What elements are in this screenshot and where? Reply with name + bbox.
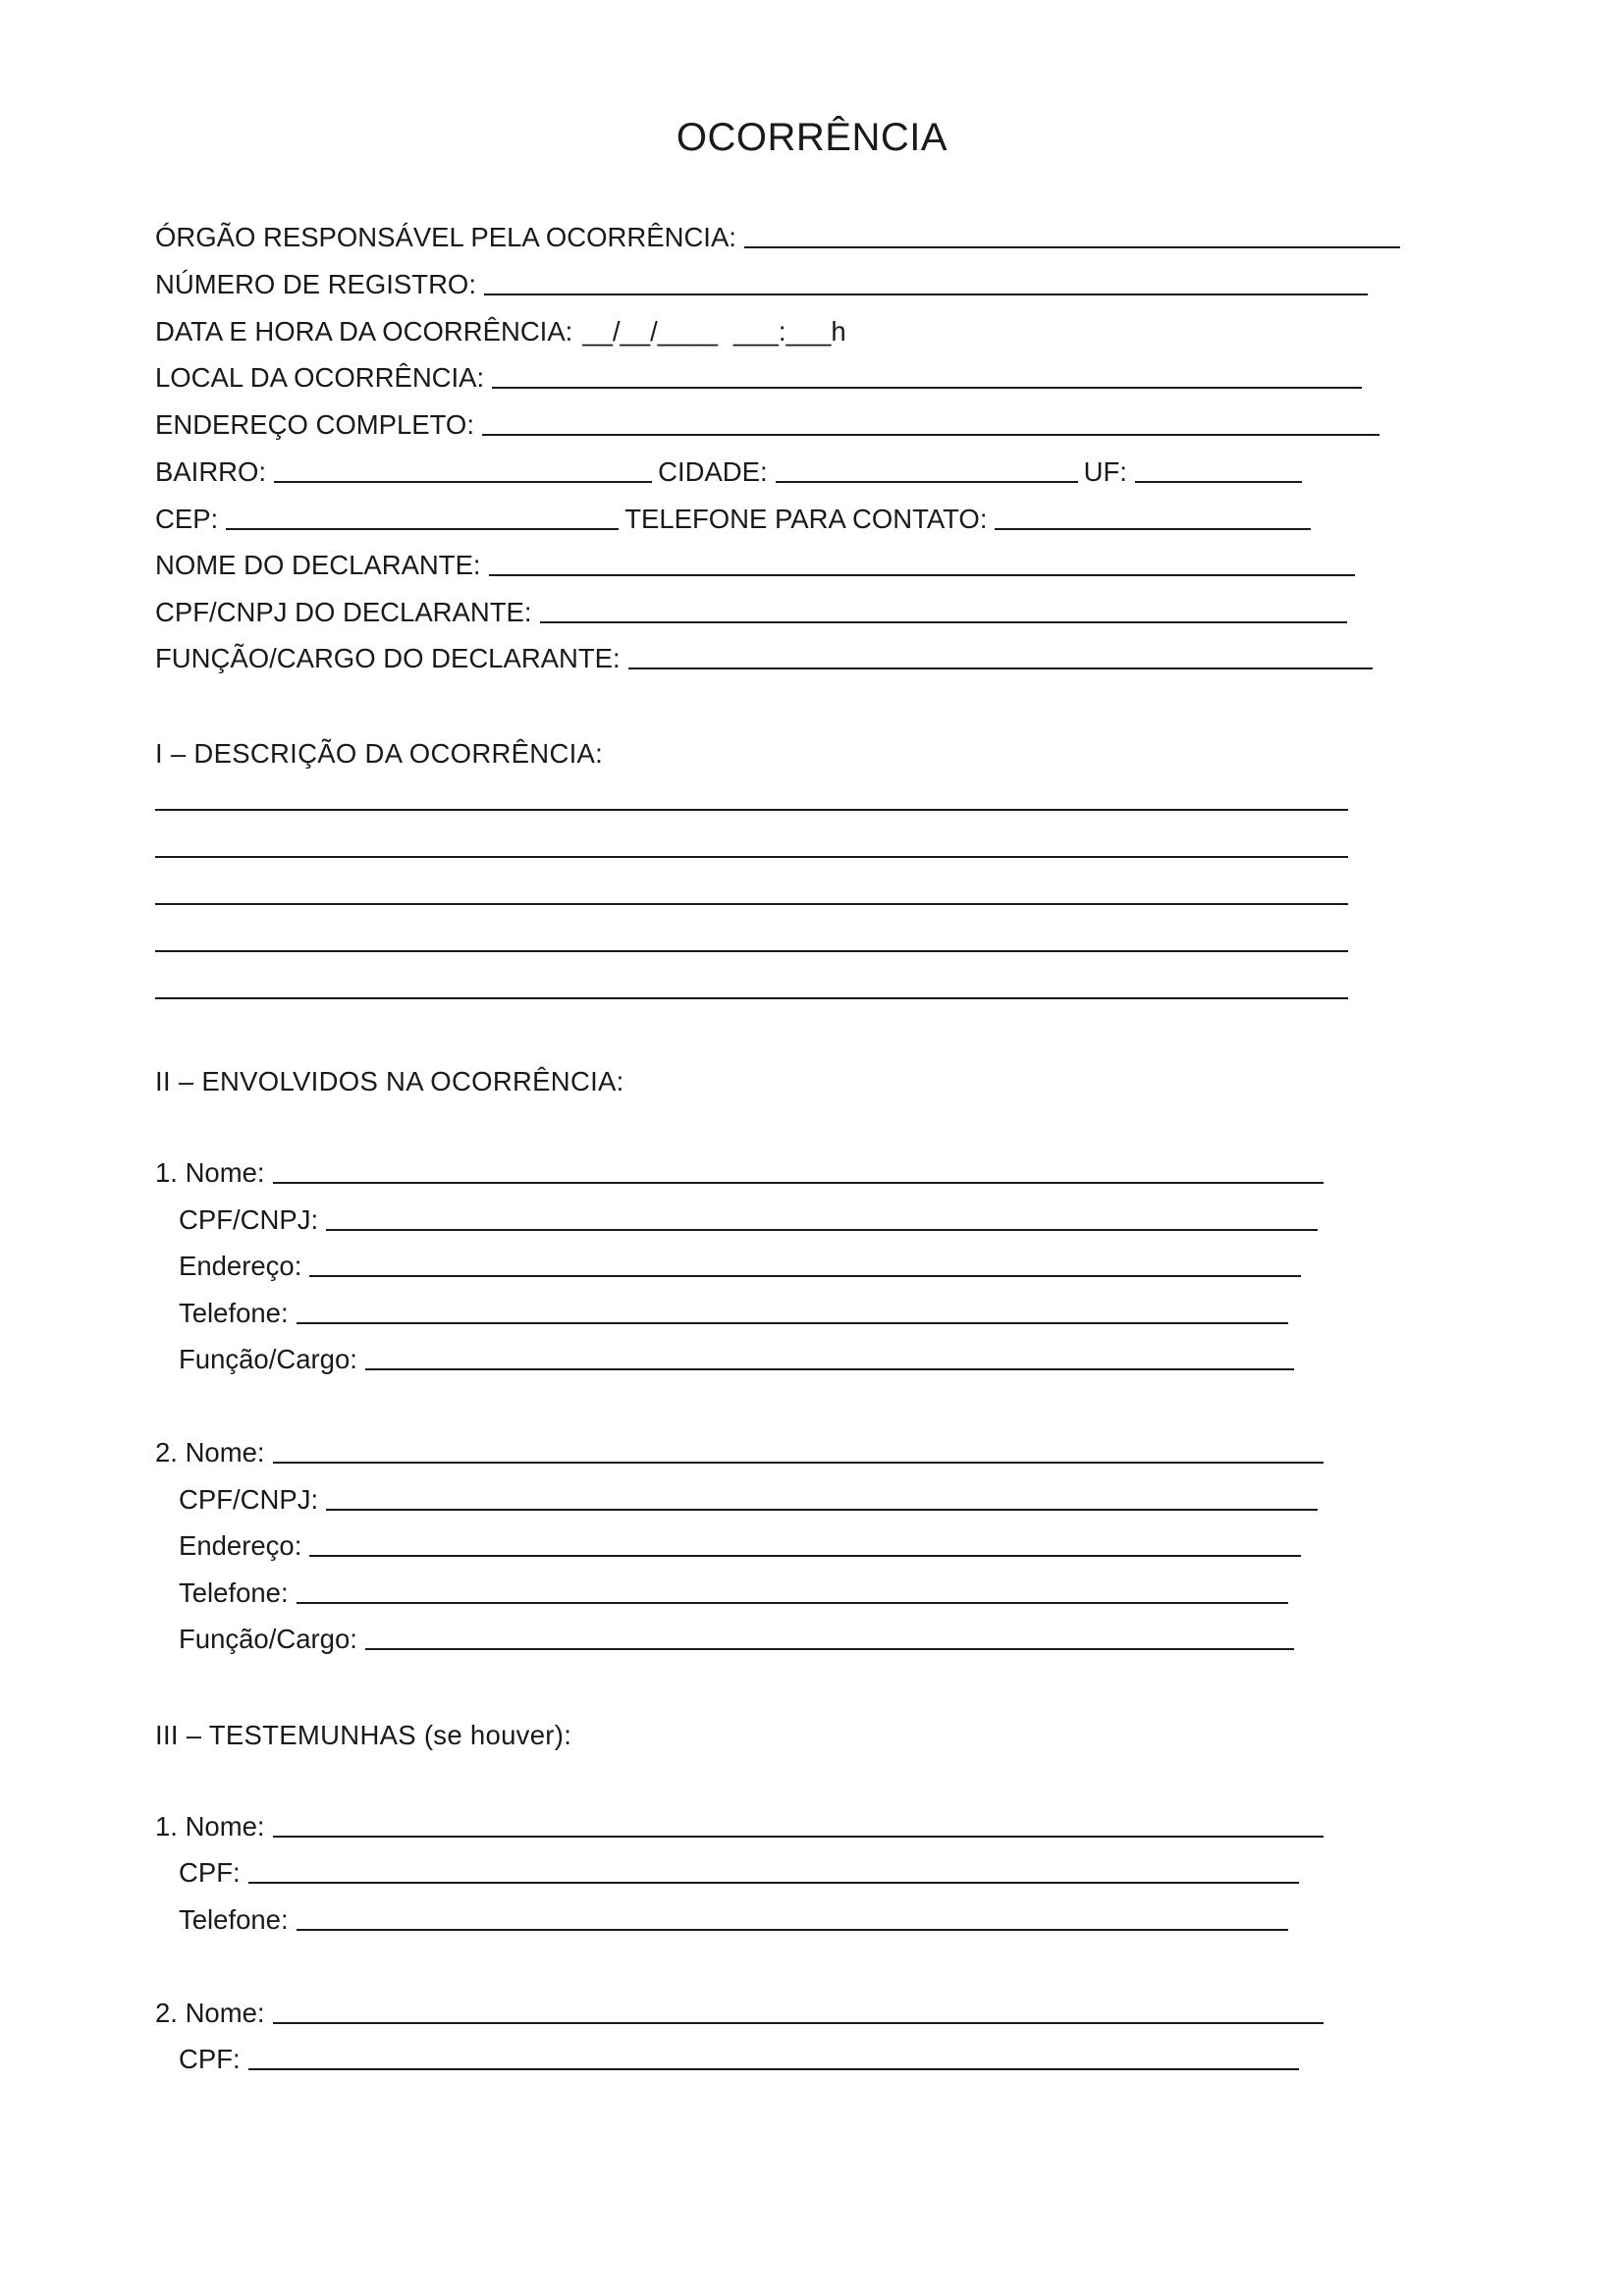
field-label: Telefone: xyxy=(179,1904,289,1935)
blank-field[interactable] xyxy=(326,1505,1318,1511)
field-label: Função/Cargo: xyxy=(179,1624,357,1654)
field-label: Telefone: xyxy=(179,1577,289,1608)
blank-field[interactable] xyxy=(365,1364,1294,1370)
blank-numero[interactable] xyxy=(484,290,1368,295)
involved-1-funcao xyxy=(179,1346,1300,1373)
field-label: ÓRGÃO RESPONSÁVEL PELA OCORRÊNCIA: xyxy=(155,222,736,252)
involved-1-telefone xyxy=(179,1300,1294,1327)
field-label: Endereço: xyxy=(179,1251,302,1281)
field-label: 2. Nome: xyxy=(155,1437,265,1468)
blank-cpf-declarante[interactable] xyxy=(540,617,1347,623)
involved-1-endereco xyxy=(179,1253,1307,1280)
field-bairro-cidade-uf xyxy=(155,458,1308,486)
field-label: CPF: xyxy=(179,1857,241,1888)
field-label: CPF/CNPJ DO DECLARANTE: xyxy=(155,597,532,627)
field-label: CIDADE: xyxy=(658,456,768,487)
field-data-hora xyxy=(155,318,846,346)
field-label: FUNÇÃO/CARGO DO DECLARANTE: xyxy=(155,643,621,673)
field-label: CEP: xyxy=(155,504,219,534)
blank-field[interactable] xyxy=(365,1644,1294,1650)
blank-field[interactable] xyxy=(326,1225,1318,1231)
field-funcao-declarante xyxy=(155,645,1379,672)
witness-1-nome xyxy=(155,1813,1329,1841)
description-line[interactable] xyxy=(155,997,1348,999)
involved-2-funcao xyxy=(179,1626,1300,1653)
blank-field[interactable] xyxy=(273,1832,1324,1838)
field-label: 2. Nome: xyxy=(155,1998,265,2028)
involved-1-nome xyxy=(155,1159,1329,1187)
involved-2-telefone xyxy=(179,1579,1294,1607)
blank-local[interactable] xyxy=(492,383,1362,389)
field-label: CPF: xyxy=(179,2044,241,2074)
blank-field[interactable] xyxy=(309,1271,1301,1277)
field-label: TELEFONE PARA CONTATO: xyxy=(624,504,988,534)
field-endereco xyxy=(155,411,1385,439)
blank-field[interactable] xyxy=(248,1878,1299,1884)
blank-field[interactable] xyxy=(309,1551,1301,1557)
field-label: DATA E HORA DA OCORRÊNCIA: xyxy=(155,316,573,347)
blank-endereco[interactable] xyxy=(482,430,1380,436)
blank-uf[interactable] xyxy=(1135,477,1302,483)
field-local xyxy=(155,364,1368,392)
field-numero xyxy=(155,271,1374,298)
blank-bairro[interactable] xyxy=(274,477,652,483)
field-label: CPF/CNPJ: xyxy=(179,1484,319,1515)
blank-field[interactable] xyxy=(248,2064,1299,2070)
field-nome-declarante xyxy=(155,552,1361,579)
field-label: UF: xyxy=(1083,456,1127,487)
section-heading-envolvidos: II – ENVOLVIDOS NA OCORRÊNCIA: xyxy=(155,1066,624,1096)
time-blank[interactable]: ___:___h xyxy=(732,316,846,347)
field-cep-telefone xyxy=(155,506,1317,533)
field-label: Endereço: xyxy=(179,1530,302,1561)
blank-funcao-declarante[interactable] xyxy=(628,664,1373,669)
witness-2-cpf xyxy=(179,2046,1305,2073)
description-line[interactable] xyxy=(155,809,1348,811)
involved-1-cpf xyxy=(179,1206,1324,1234)
section-heading-testemunhas: III – TESTEMUNHAS (se houver): xyxy=(155,1720,572,1750)
document-title: OCORRÊNCIA xyxy=(676,116,948,159)
blank-field[interactable] xyxy=(297,1318,1288,1324)
field-label: NÚMERO DE REGISTRO: xyxy=(155,269,476,299)
section-heading-descricao: I – DESCRIÇÃO DA OCORRÊNCIA: xyxy=(155,738,604,769)
involved-2-endereco xyxy=(179,1532,1307,1560)
field-label: ENDEREÇO COMPLETO: xyxy=(155,409,474,440)
description-line[interactable] xyxy=(155,950,1348,952)
field-label: 1. Nome: xyxy=(155,1157,265,1188)
blank-field[interactable] xyxy=(273,1458,1324,1464)
blank-nome-declarante[interactable] xyxy=(489,570,1355,576)
blank-telefone-contato[interactable] xyxy=(995,524,1311,530)
witness-1-telefone xyxy=(179,1906,1294,1934)
description-line[interactable] xyxy=(155,903,1348,905)
field-label: Função/Cargo: xyxy=(179,1344,357,1374)
witness-1-cpf xyxy=(179,1859,1305,1887)
field-orgao xyxy=(155,224,1406,251)
blank-field[interactable] xyxy=(297,1925,1288,1931)
field-label: 1. Nome: xyxy=(155,1811,265,1842)
field-label: LOCAL DA OCORRÊNCIA: xyxy=(155,362,485,393)
blank-cep[interactable] xyxy=(226,524,619,530)
involved-2-cpf xyxy=(179,1486,1324,1514)
description-line[interactable] xyxy=(155,856,1348,858)
field-label: CPF/CNPJ: xyxy=(179,1204,319,1235)
date-blank[interactable]: __/__/____ xyxy=(582,316,718,347)
blank-orgao[interactable] xyxy=(744,242,1400,248)
blank-field[interactable] xyxy=(273,1178,1324,1184)
blank-cidade[interactable] xyxy=(776,477,1078,483)
field-label: BAIRRO: xyxy=(155,456,267,487)
blank-field[interactable] xyxy=(297,1598,1288,1604)
witness-2-nome xyxy=(155,2000,1329,2027)
field-label: NOME DO DECLARANTE: xyxy=(155,550,481,580)
field-label: Telefone: xyxy=(179,1298,289,1328)
field-cpf-declarante xyxy=(155,599,1353,626)
involved-2-nome xyxy=(155,1439,1329,1467)
blank-field[interactable] xyxy=(273,2018,1324,2024)
